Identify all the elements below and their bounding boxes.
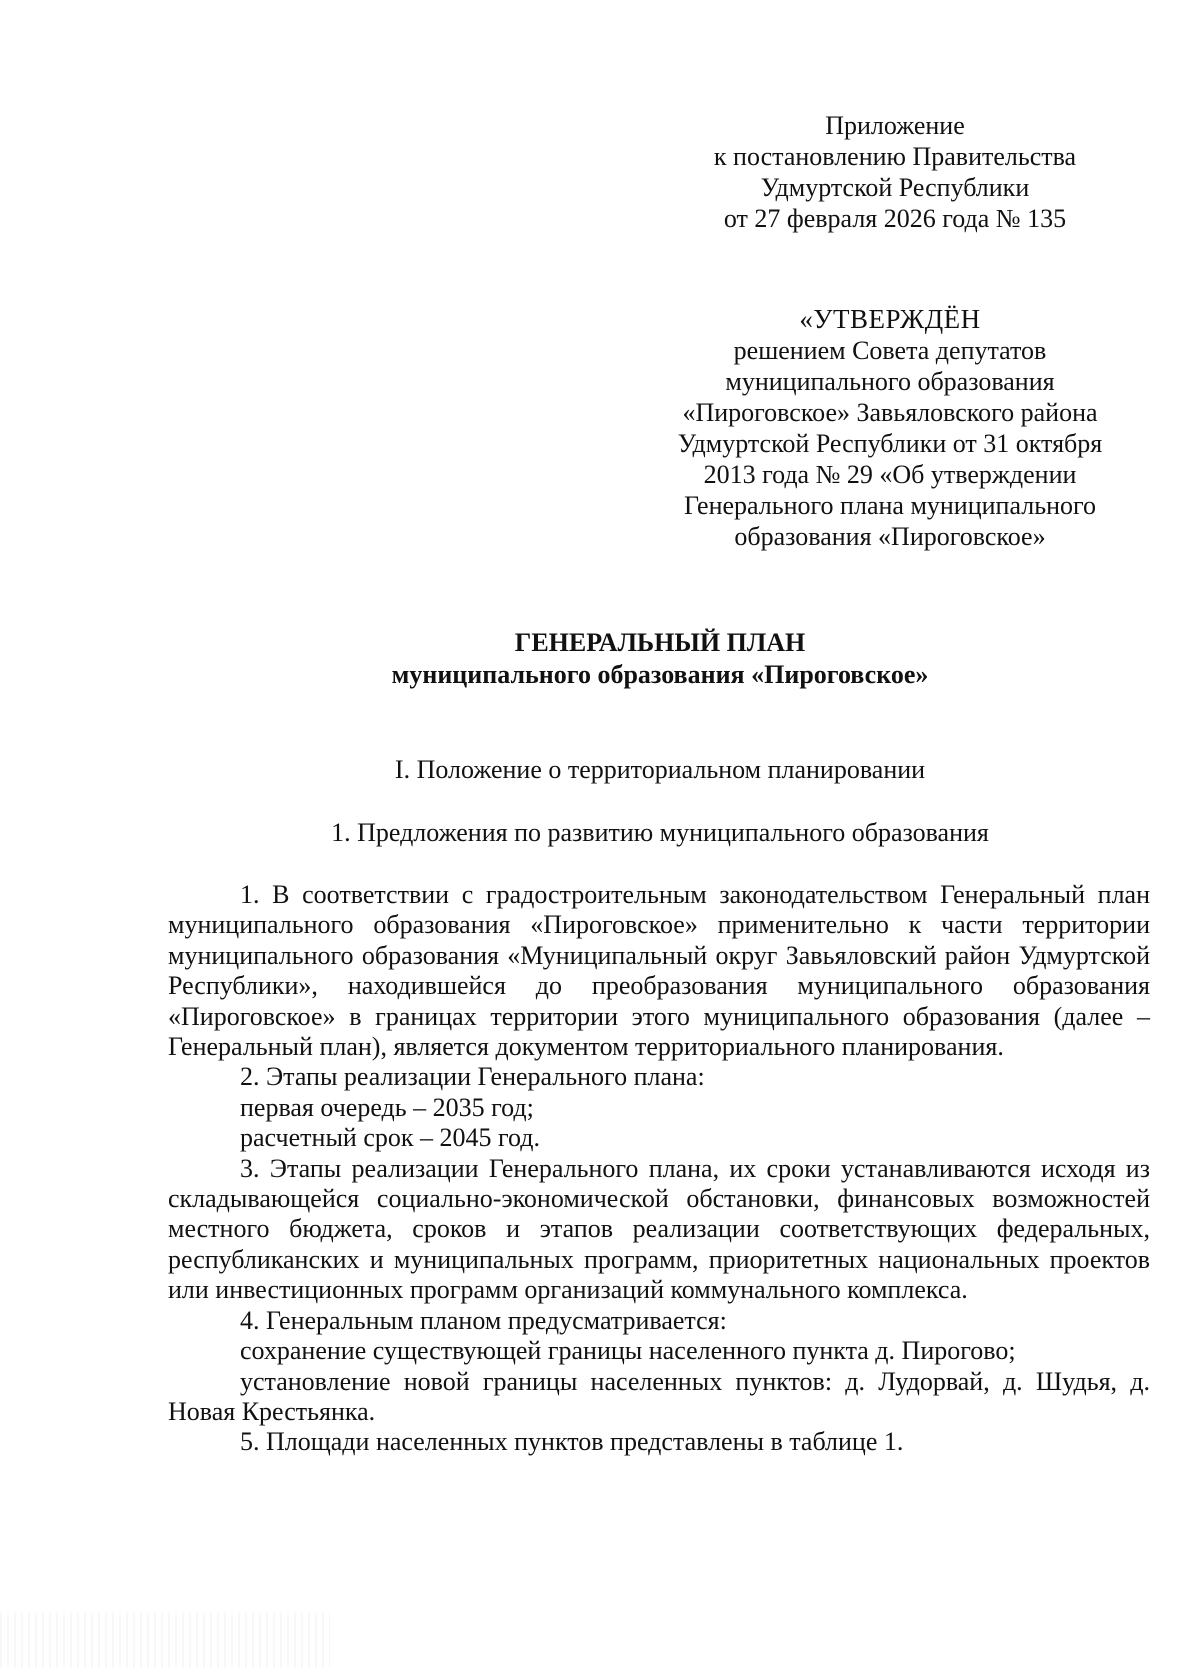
paragraph: установление новой границы населенных пунктов: д. Лудорвай, д. Шудья, д. Новая Крестьянка. [168, 1366, 1150, 1426]
appendix-line: от 27 февраля 2026 года № 135 [723, 204, 1067, 233]
approved-line: «Пироговское» Завьяловского района [682, 398, 1098, 427]
appendix-line: Приложение [825, 111, 965, 140]
approved-line: образования «Пироговское» [734, 522, 1046, 551]
approval-stamp-text [640, 304, 1140, 552]
paragraph: 5. Площади населенных пунктов представлены в таблице 1. [240, 1427, 904, 1457]
section-heading: I. Положение о территориальном планировании [394, 755, 926, 784]
paragraph: сохранение существующей границы населенного пункта д. Пирогово; [240, 1336, 1016, 1366]
paragraph: первая очередь – 2035 год; [240, 1092, 534, 1122]
title-sub: муниципального образования «Пироговское» [391, 660, 929, 689]
approved-title: «УТВЕРЖДЁН [799, 304, 981, 334]
scan-artifact [0, 1613, 330, 1668]
document-title [160, 627, 1160, 691]
document-body [168, 880, 1150, 1458]
approved-line: Генерального плана муниципального [683, 491, 1096, 520]
paragraph: 3. Этапы реализации Генерального плана, их сроки устанавливаются исходя из складывающейся социально-экономической обстановки, финансовых возможностей местного бюджета, сроков и этапов реализации соответствующих федеральных, республиканских и муниципальных программ, приоритетных национальных проектов или инвестиционных программ организаций коммунального комплекса. [168, 1153, 1150, 1305]
paragraph: 4. Генеральным планом предусматривается: [240, 1305, 727, 1335]
paragraph: расчетный срок – 2045 год. [240, 1123, 541, 1153]
appendix-header [660, 110, 1130, 234]
approved-line: муниципального образования [725, 367, 1055, 396]
approved-line: решением Совета депутатов [733, 336, 1047, 365]
paragraph: 1. В соответствии с градостроительным законодательством Генеральный план муниципального образования «Пироговское» применительно к части территории муниципального образования «Муниципальный округ Завьяловский район Удмуртской Республики», находившейся до преобразования муниципального образования «Пироговское» в границах территории этого муниципального образования (далее – Генеральный план), является документом территориального планирования. [168, 880, 1150, 1062]
title-main: ГЕНЕРАЛЬНЫЙ ПЛАН [514, 628, 806, 657]
appendix-line: Удмуртской Республики [760, 173, 1030, 202]
subsection-heading: 1. Предложения по развитию муниципального образования [331, 818, 989, 847]
appendix-line: к постановлению Правительства [713, 142, 1077, 171]
approved-line: 2013 года № 29 «Об утверждении [703, 460, 1077, 489]
paragraph: 2. Этапы реализации Генерального плана: [240, 1062, 705, 1092]
approved-line: Удмуртской Республики от 31 октября [677, 429, 1103, 458]
